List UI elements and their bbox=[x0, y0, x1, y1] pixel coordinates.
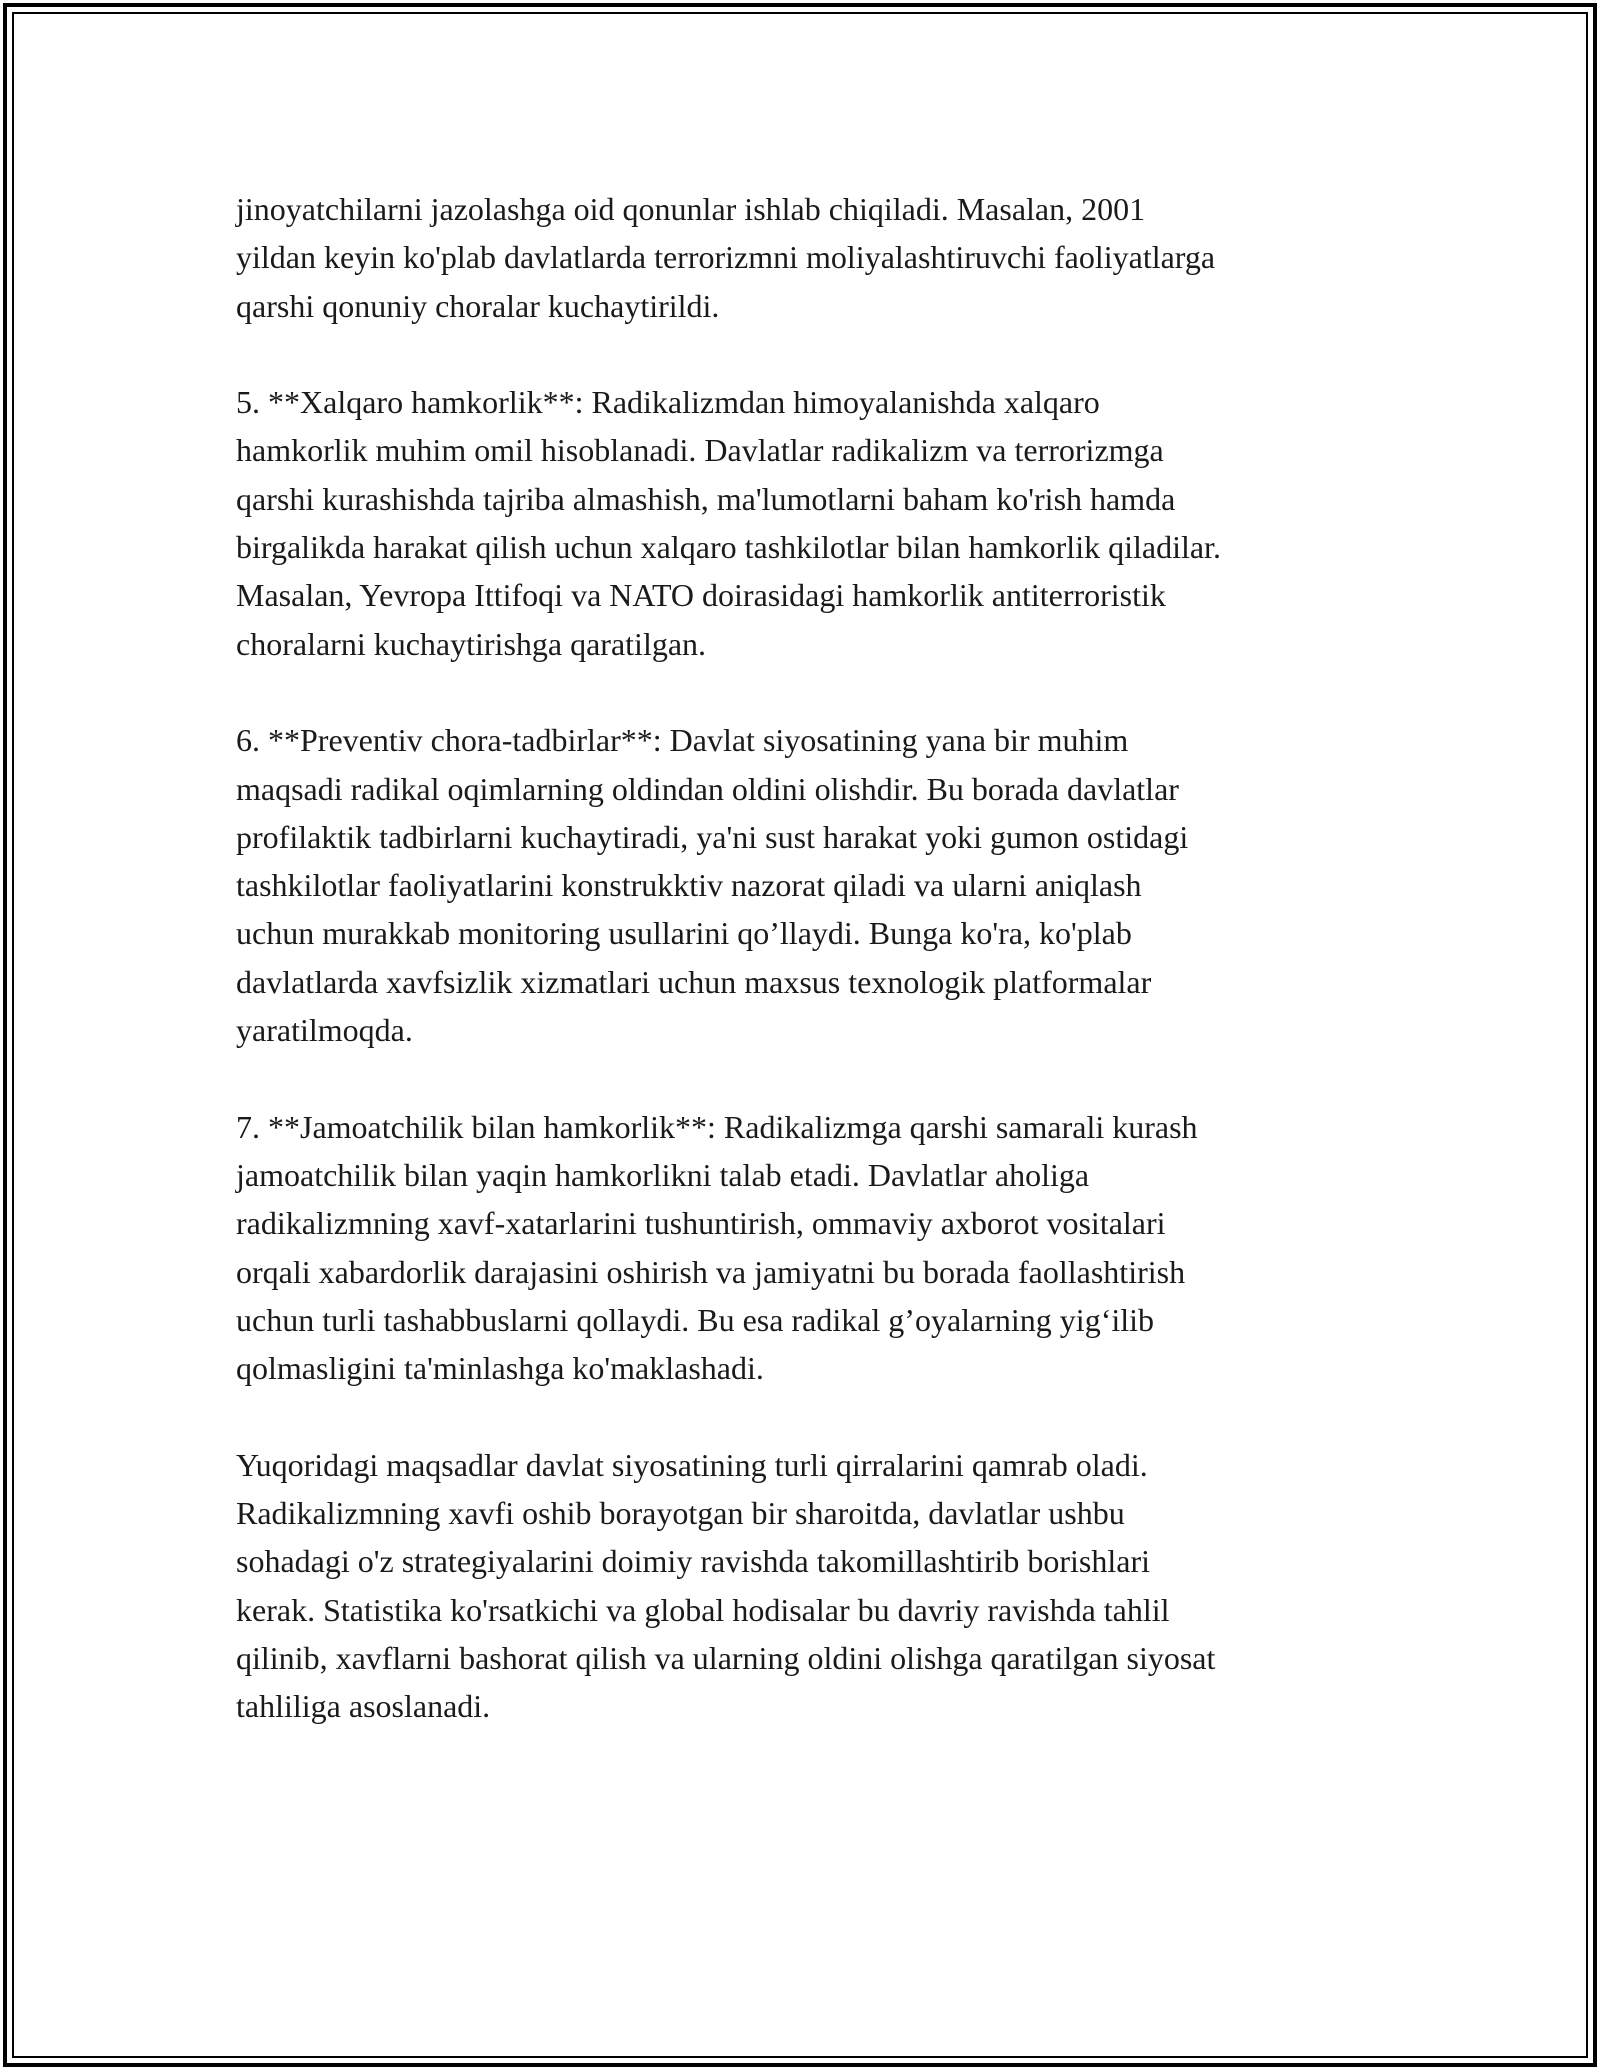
text-line: qarshi kurashishda tajriba almashish, ma'lumotlarni baham ko'rish hamda bbox=[236, 480, 1176, 517]
text-line: birgalikda harakat qilish uchun xalqaro tashkilotlar bilan hamkorlik qiladilar. bbox=[236, 529, 1221, 566]
text-line: profilaktik tadbirlarni kuchaytiradi, ya'ni sust harakat yoki gumon ostidagi bbox=[236, 818, 1189, 855]
text-line: davlatlarda xavfsizlik xizmatlari uchun maxsus texnologik platformalar bbox=[236, 963, 1152, 1000]
text-line: jamoatchilik bilan yaqin hamkorlikni talab etadi. Davlatlar aholiga bbox=[236, 1156, 1090, 1193]
text-line: Masalan, Yevropa Ittifoqi va NATO doirasidagi hamkorlik antiterroristik bbox=[236, 577, 1166, 614]
document-body bbox=[236, 185, 1376, 1779]
text-line: 6. **Preventiv chora-tadbirlar**: Davlat siyosatining yana bir muhim bbox=[236, 722, 1129, 759]
paragraph-public-cooperation bbox=[236, 1103, 1376, 1393]
text-line: Radikalizmning xavfi oshib borayotgan bir sharoitda, davlatlar ushbu bbox=[236, 1495, 1125, 1532]
text-line: jinoyatchilarni jazolashga oid qonunlar ishlab chiqiladi. Masalan, 2001 bbox=[236, 191, 1146, 227]
text-line: hamkorlik muhim omil hisoblanadi. Davlatlar radikalizm va terrorizmga bbox=[236, 432, 1164, 469]
text-line: choralarni kuchaytirishga qaratilgan. bbox=[236, 625, 707, 662]
text-line: maqsadi radikal oqimlarning oldindan oldini olishdir. Bu borada davlatlar bbox=[236, 770, 1179, 807]
text-line: orqali xabardorlik darajasini oshirish va jamiyatni bu borada faollashtirish bbox=[236, 1253, 1186, 1290]
paragraph-preventive-measures bbox=[236, 716, 1376, 1054]
text-line: kerak. Statistika ko'rsatkichi va global hodisalar bu davriy ravishda tahlil bbox=[236, 1591, 1170, 1628]
paragraph-conclusion bbox=[236, 1441, 1376, 1731]
text-line: tashkilotlar faoliyatlarini konstrukktiv nazorat qiladi va ularni aniqlash bbox=[236, 867, 1142, 904]
paragraph-international-cooperation bbox=[236, 378, 1376, 668]
text-line: sohadagi o'z strategiyalarini doimiy ravishda takomillashtirib borishlari bbox=[236, 1543, 1150, 1580]
text-line: qolmasligini ta'minlashga ko'maklashadi. bbox=[236, 1350, 764, 1387]
text-line: qilinib, xavflarni bashorat qilish va ularning oldini olishga qaratilgan siyosat bbox=[236, 1639, 1216, 1676]
text-line: qarshi qonuniy choralar kuchaytirildi. bbox=[236, 287, 720, 324]
text-line: uchun turli tashabbuslarni qollaydi. Bu esa radikal g’oyalarning yig‘ilib bbox=[236, 1301, 1155, 1338]
text-line: yildan keyin ko'plab davlatlarda terrorizmni moliyalashtiruvchi faoliyatlarga bbox=[236, 239, 1216, 276]
text-line: tahliliga asoslanadi. bbox=[236, 1688, 491, 1725]
text-line: Yuqoridagi maqsadlar davlat siyosatining turli qirralarini qamrab oladi. bbox=[236, 1446, 1148, 1483]
text-line: uchun murakkab monitoring usullarini qo’llaydi. Bunga ko'ra, ko'plab bbox=[236, 915, 1132, 952]
text-line: yaratilmoqda. bbox=[236, 1012, 413, 1049]
text-line: 5. **Xalqaro hamkorlik**: Radikalizmdan himoyalanishda xalqaro bbox=[236, 384, 1100, 421]
text-line: radikalizmning xavf-xatarlarini tushuntirish, ommaviy axborot vositalari bbox=[236, 1205, 1166, 1242]
paragraph-continuation bbox=[236, 185, 1376, 330]
text-line: 7. **Jamoatchilik bilan hamkorlik**: Radikalizmga qarshi samarali kurash bbox=[236, 1108, 1198, 1145]
